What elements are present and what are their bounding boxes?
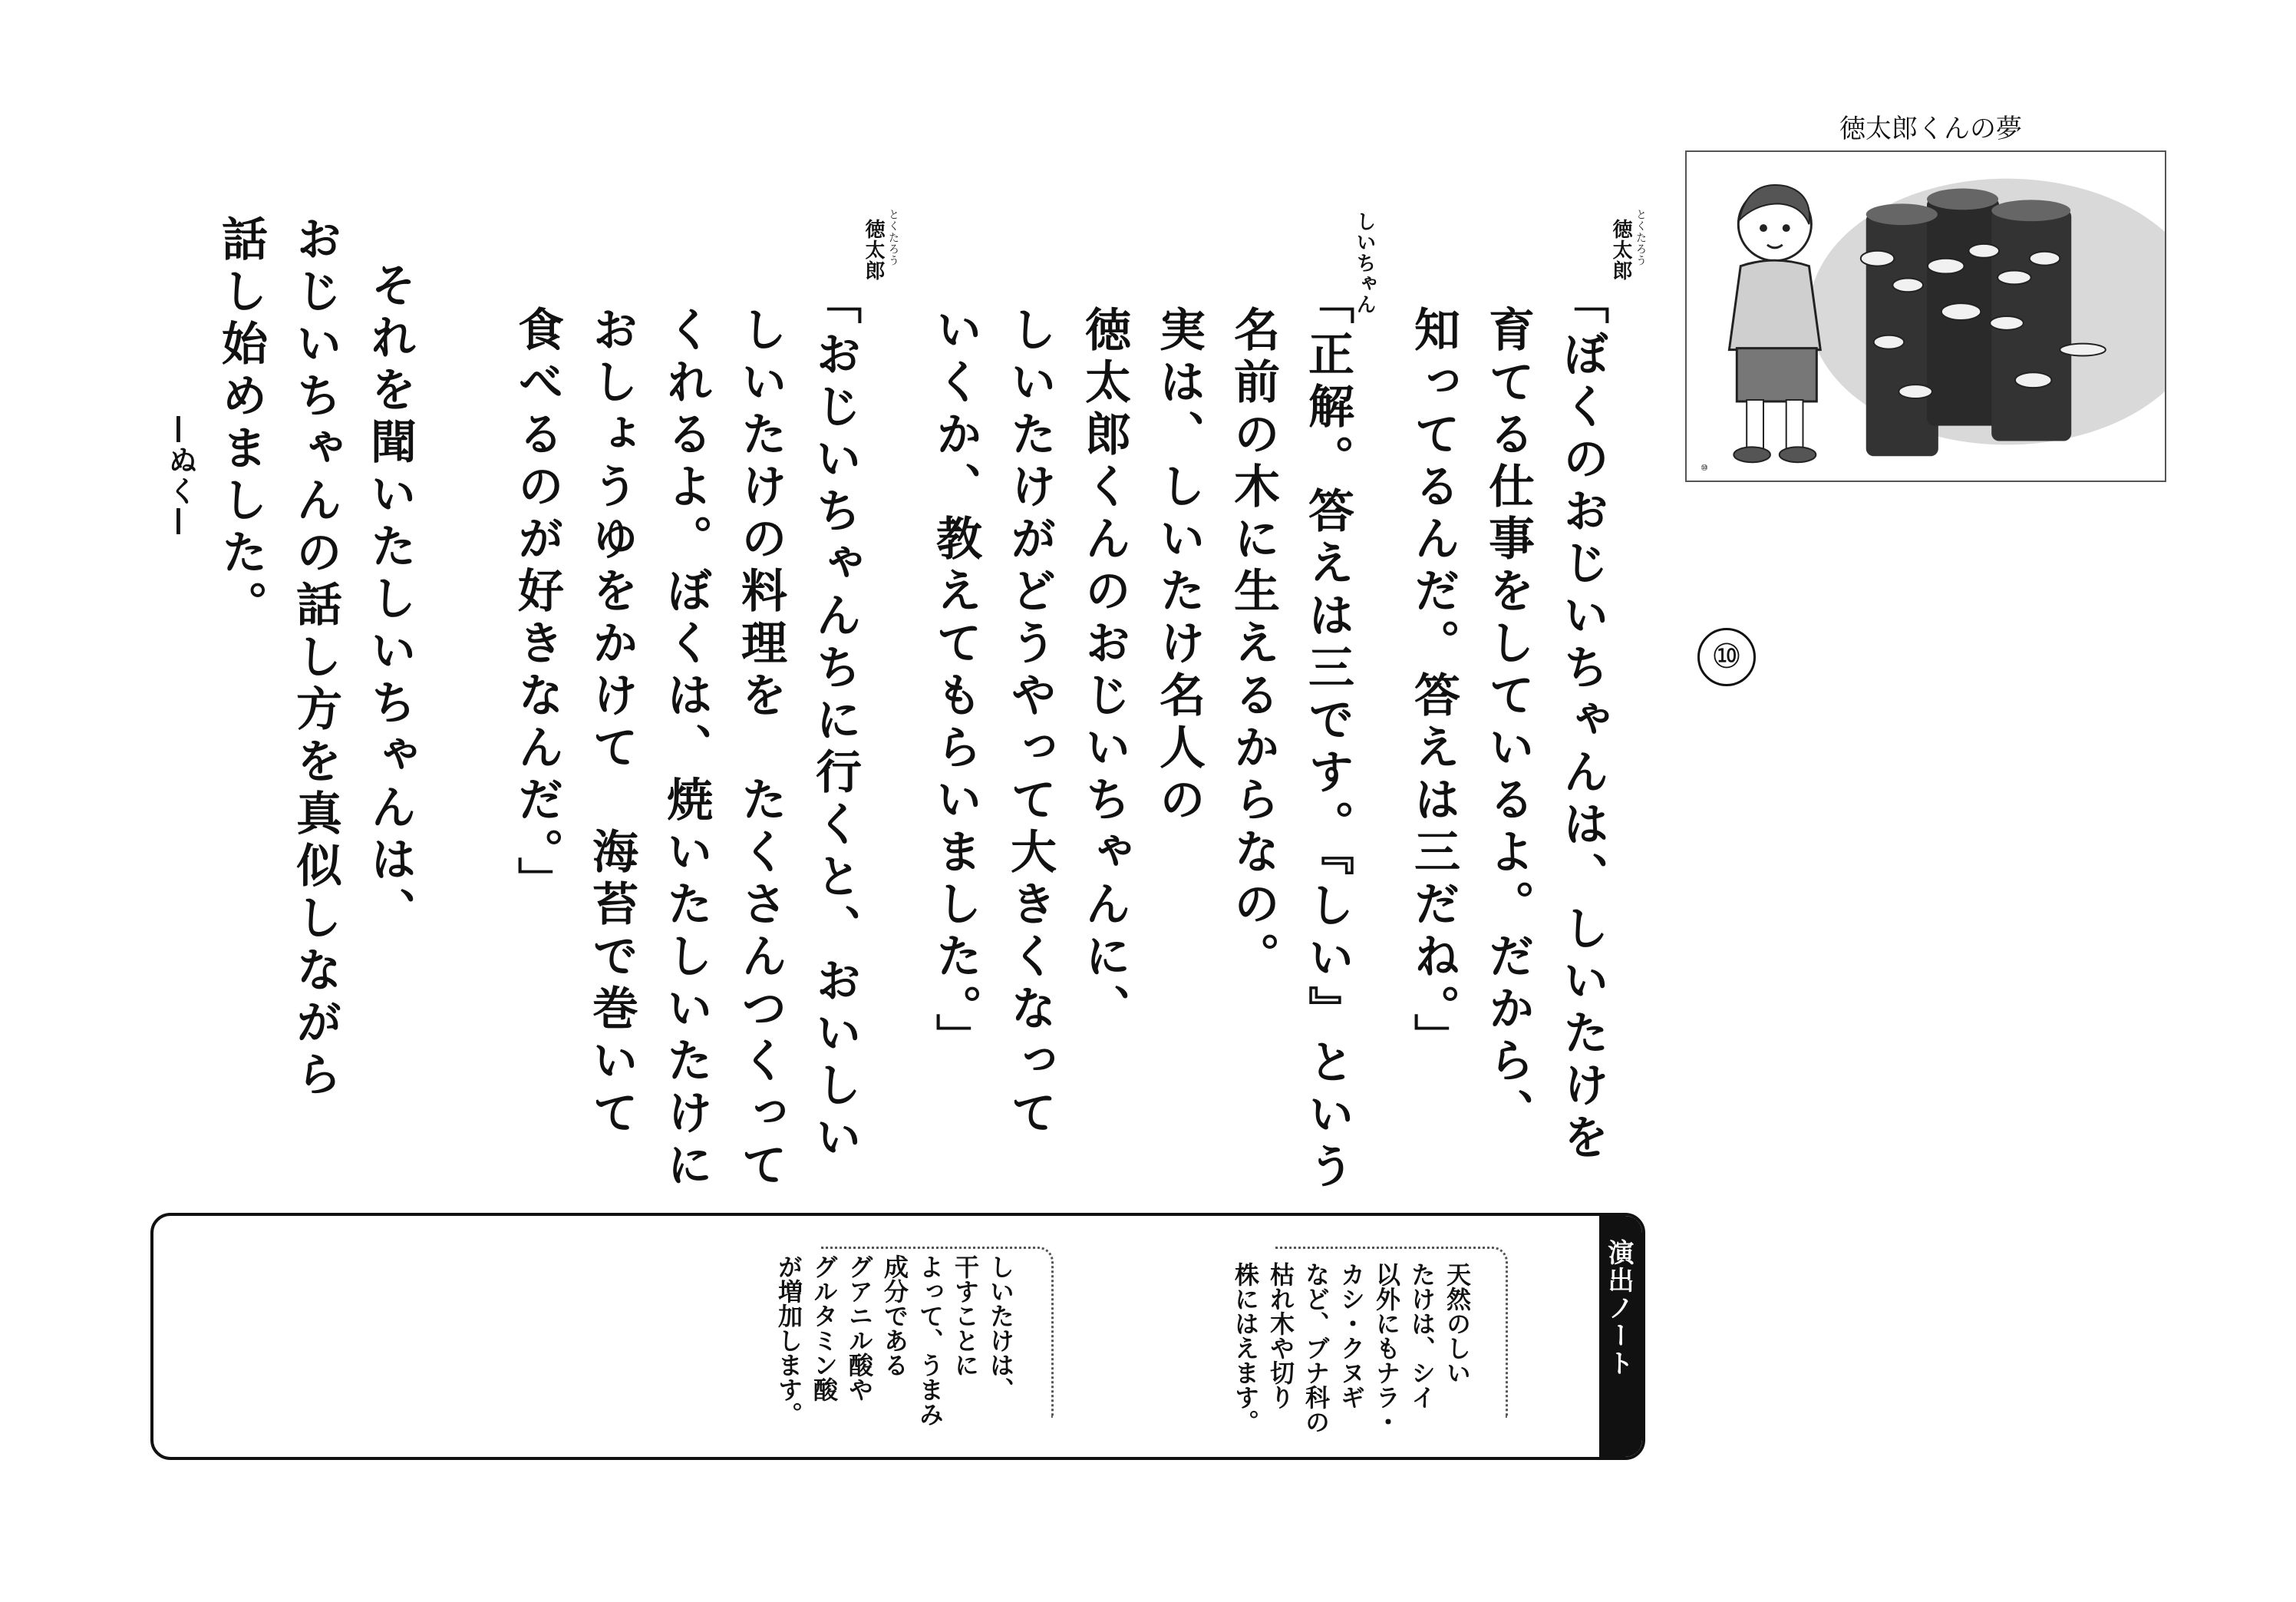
story-line: 育てる仕事をしているよ。だから、 bbox=[1481, 306, 1535, 1141]
speaker-tokutaro-2-ruby: とくたろう bbox=[887, 209, 899, 266]
story-line: 知ってるんだ。答えは三だね。」 bbox=[1407, 306, 1460, 1065]
story-line: 実は、しいたけ名人の bbox=[1152, 306, 1206, 827]
speaker-tokutaro-2: 徳太郎 bbox=[862, 219, 885, 281]
direction-note-box bbox=[150, 1213, 1645, 1460]
story-line: 「正解。答えは三です。『しい』という bbox=[1301, 278, 1354, 1194]
memo-2: しいたけは、 干すことに よって、うまみ 成分である グアニル酸や グルタミン酸 が増加します。 bbox=[774, 1254, 1015, 1426]
note-tab bbox=[1599, 1216, 1642, 1457]
note-tab-label: 演出ノート bbox=[1603, 1239, 1634, 1377]
story-line: それを聞いたしいちゃんは、 bbox=[363, 261, 417, 940]
story-line: 話し始めました。 bbox=[214, 215, 268, 633]
story-line: 「おじいちゃんちに行くと、おいしい bbox=[808, 278, 862, 1165]
story-line: いくか、教えてもらいました。」 bbox=[929, 306, 982, 1065]
story-line: しいたけがどうやって大きくなって bbox=[1003, 306, 1057, 1141]
illustration-boy-and-shiitake-logs bbox=[1687, 152, 2165, 481]
story-line: おしょうゆをかけて 海苔で巻いて bbox=[585, 306, 638, 1141]
story-line: しいたけの料理を たくさんつくって bbox=[734, 306, 787, 1193]
story-line: 「ぼくのおじいちゃんは、しいたけを bbox=[1555, 278, 1609, 1165]
illustration-frame bbox=[1685, 150, 2166, 482]
illustration-title: 徳太郎くんの夢 bbox=[1839, 114, 2022, 144]
speaker-label: 徳太郎 bbox=[1609, 219, 1632, 281]
speaker-shiichan: しいちゃん bbox=[1353, 211, 1376, 315]
page-number: ⑩ bbox=[1697, 628, 1756, 686]
memo-1: 天然のしい たけは、シイ 以外にもナラ・ カシ・クヌギ など、ブナ科の 枯れ木や切り 株にはえます。 bbox=[1231, 1262, 1472, 1434]
story-line: 名前の木に生えるからなの。 bbox=[1226, 306, 1280, 984]
story-line: 食べるのが好きなんだ。」 bbox=[510, 306, 564, 909]
speaker-tokutaro-1-ruby: とくたろう bbox=[1635, 209, 1647, 266]
story-line: くれるよ。ぼくは、焼いたしいたけに bbox=[659, 306, 713, 1193]
nuku-label: —ぬく— bbox=[163, 415, 197, 537]
illustration-small-mark: ⑩ bbox=[1701, 463, 1708, 473]
story-line: 徳太郎くんのおじいちゃんに、 bbox=[1077, 306, 1131, 1036]
speaker-tokutaro-1 bbox=[1607, 219, 1635, 281]
story-line: おじいちゃんの話し方を真似しながら bbox=[289, 215, 342, 1102]
